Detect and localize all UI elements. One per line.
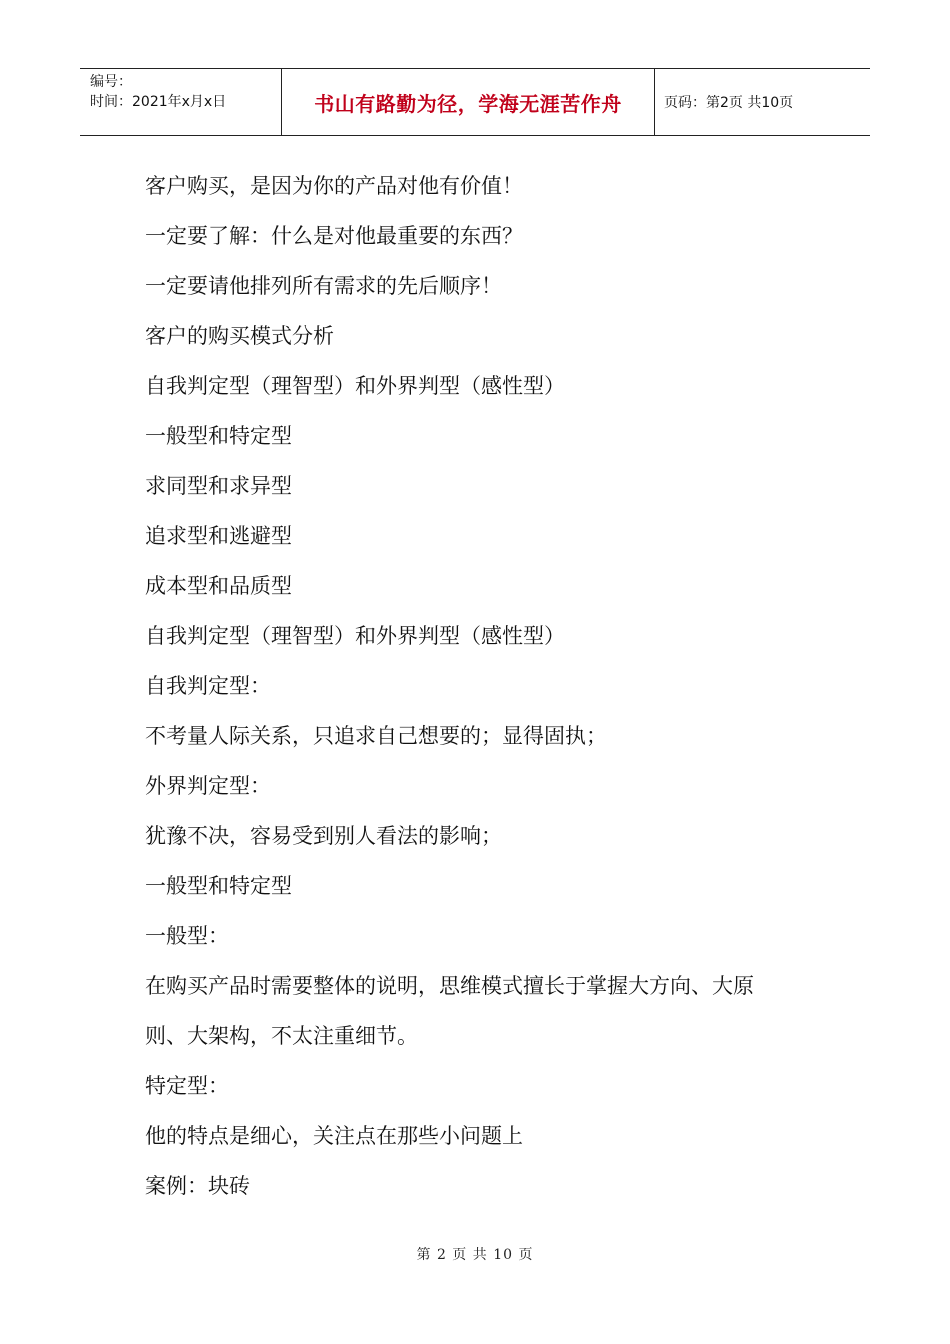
header-motto: 书山有路勤为径，学海无涯苦作舟 — [282, 69, 655, 135]
header-page-info: 页码：第2页 共10页 — [664, 95, 794, 111]
body-line: 一般型和特定型 — [145, 424, 292, 448]
body-line: 自我判定型（理智型）和外界判型（感性型） — [145, 374, 565, 398]
body-line: 则、大架构，不太注重细节。 — [145, 1024, 418, 1048]
body-line: 外界判定型： — [145, 774, 271, 798]
body-line: 特定型： — [145, 1074, 229, 1098]
body-line: 犹豫不决，容易受到别人看法的影响； — [145, 824, 502, 848]
body-line: 客户购买，是因为你的产品对他有价值！ — [145, 174, 523, 198]
document-number-label: 编号： — [90, 74, 132, 90]
body-line: 一般型： — [145, 924, 229, 948]
body-line: 自我判定型： — [145, 674, 271, 698]
document-header — [80, 68, 870, 136]
page-footer: 第 2 页 共 10 页 — [416, 1247, 534, 1263]
header-meta — [80, 69, 282, 135]
body-line: 一定要了解：什么是对他最重要的东西？ — [145, 224, 523, 248]
body-line: 追求型和逃避型 — [145, 524, 292, 548]
body-line: 案例：块砖 — [145, 1174, 250, 1198]
body-line: 成本型和品质型 — [145, 574, 292, 598]
body-line: 在购买产品时需要整体的说明，思维模式擅长于掌握大方向、大原 — [145, 974, 754, 998]
body-line: 不考量人际关系，只追求自己想要的；显得固执； — [145, 724, 607, 748]
document-date: 时间：2021年x月x日 — [90, 94, 227, 110]
body-line: 一定要请他排列所有需求的先后顺序！ — [145, 274, 502, 298]
section-heading: 客户的购买模式分析 — [145, 324, 334, 348]
document-body — [145, 166, 815, 1216]
body-line: 他的特点是细心，关注点在那些小问题上 — [145, 1124, 523, 1148]
body-line: 自我判定型（理智型）和外界判型（感性型） — [145, 624, 565, 648]
body-line: 一般型和特定型 — [145, 874, 292, 898]
body-line: 求同型和求异型 — [145, 474, 292, 498]
